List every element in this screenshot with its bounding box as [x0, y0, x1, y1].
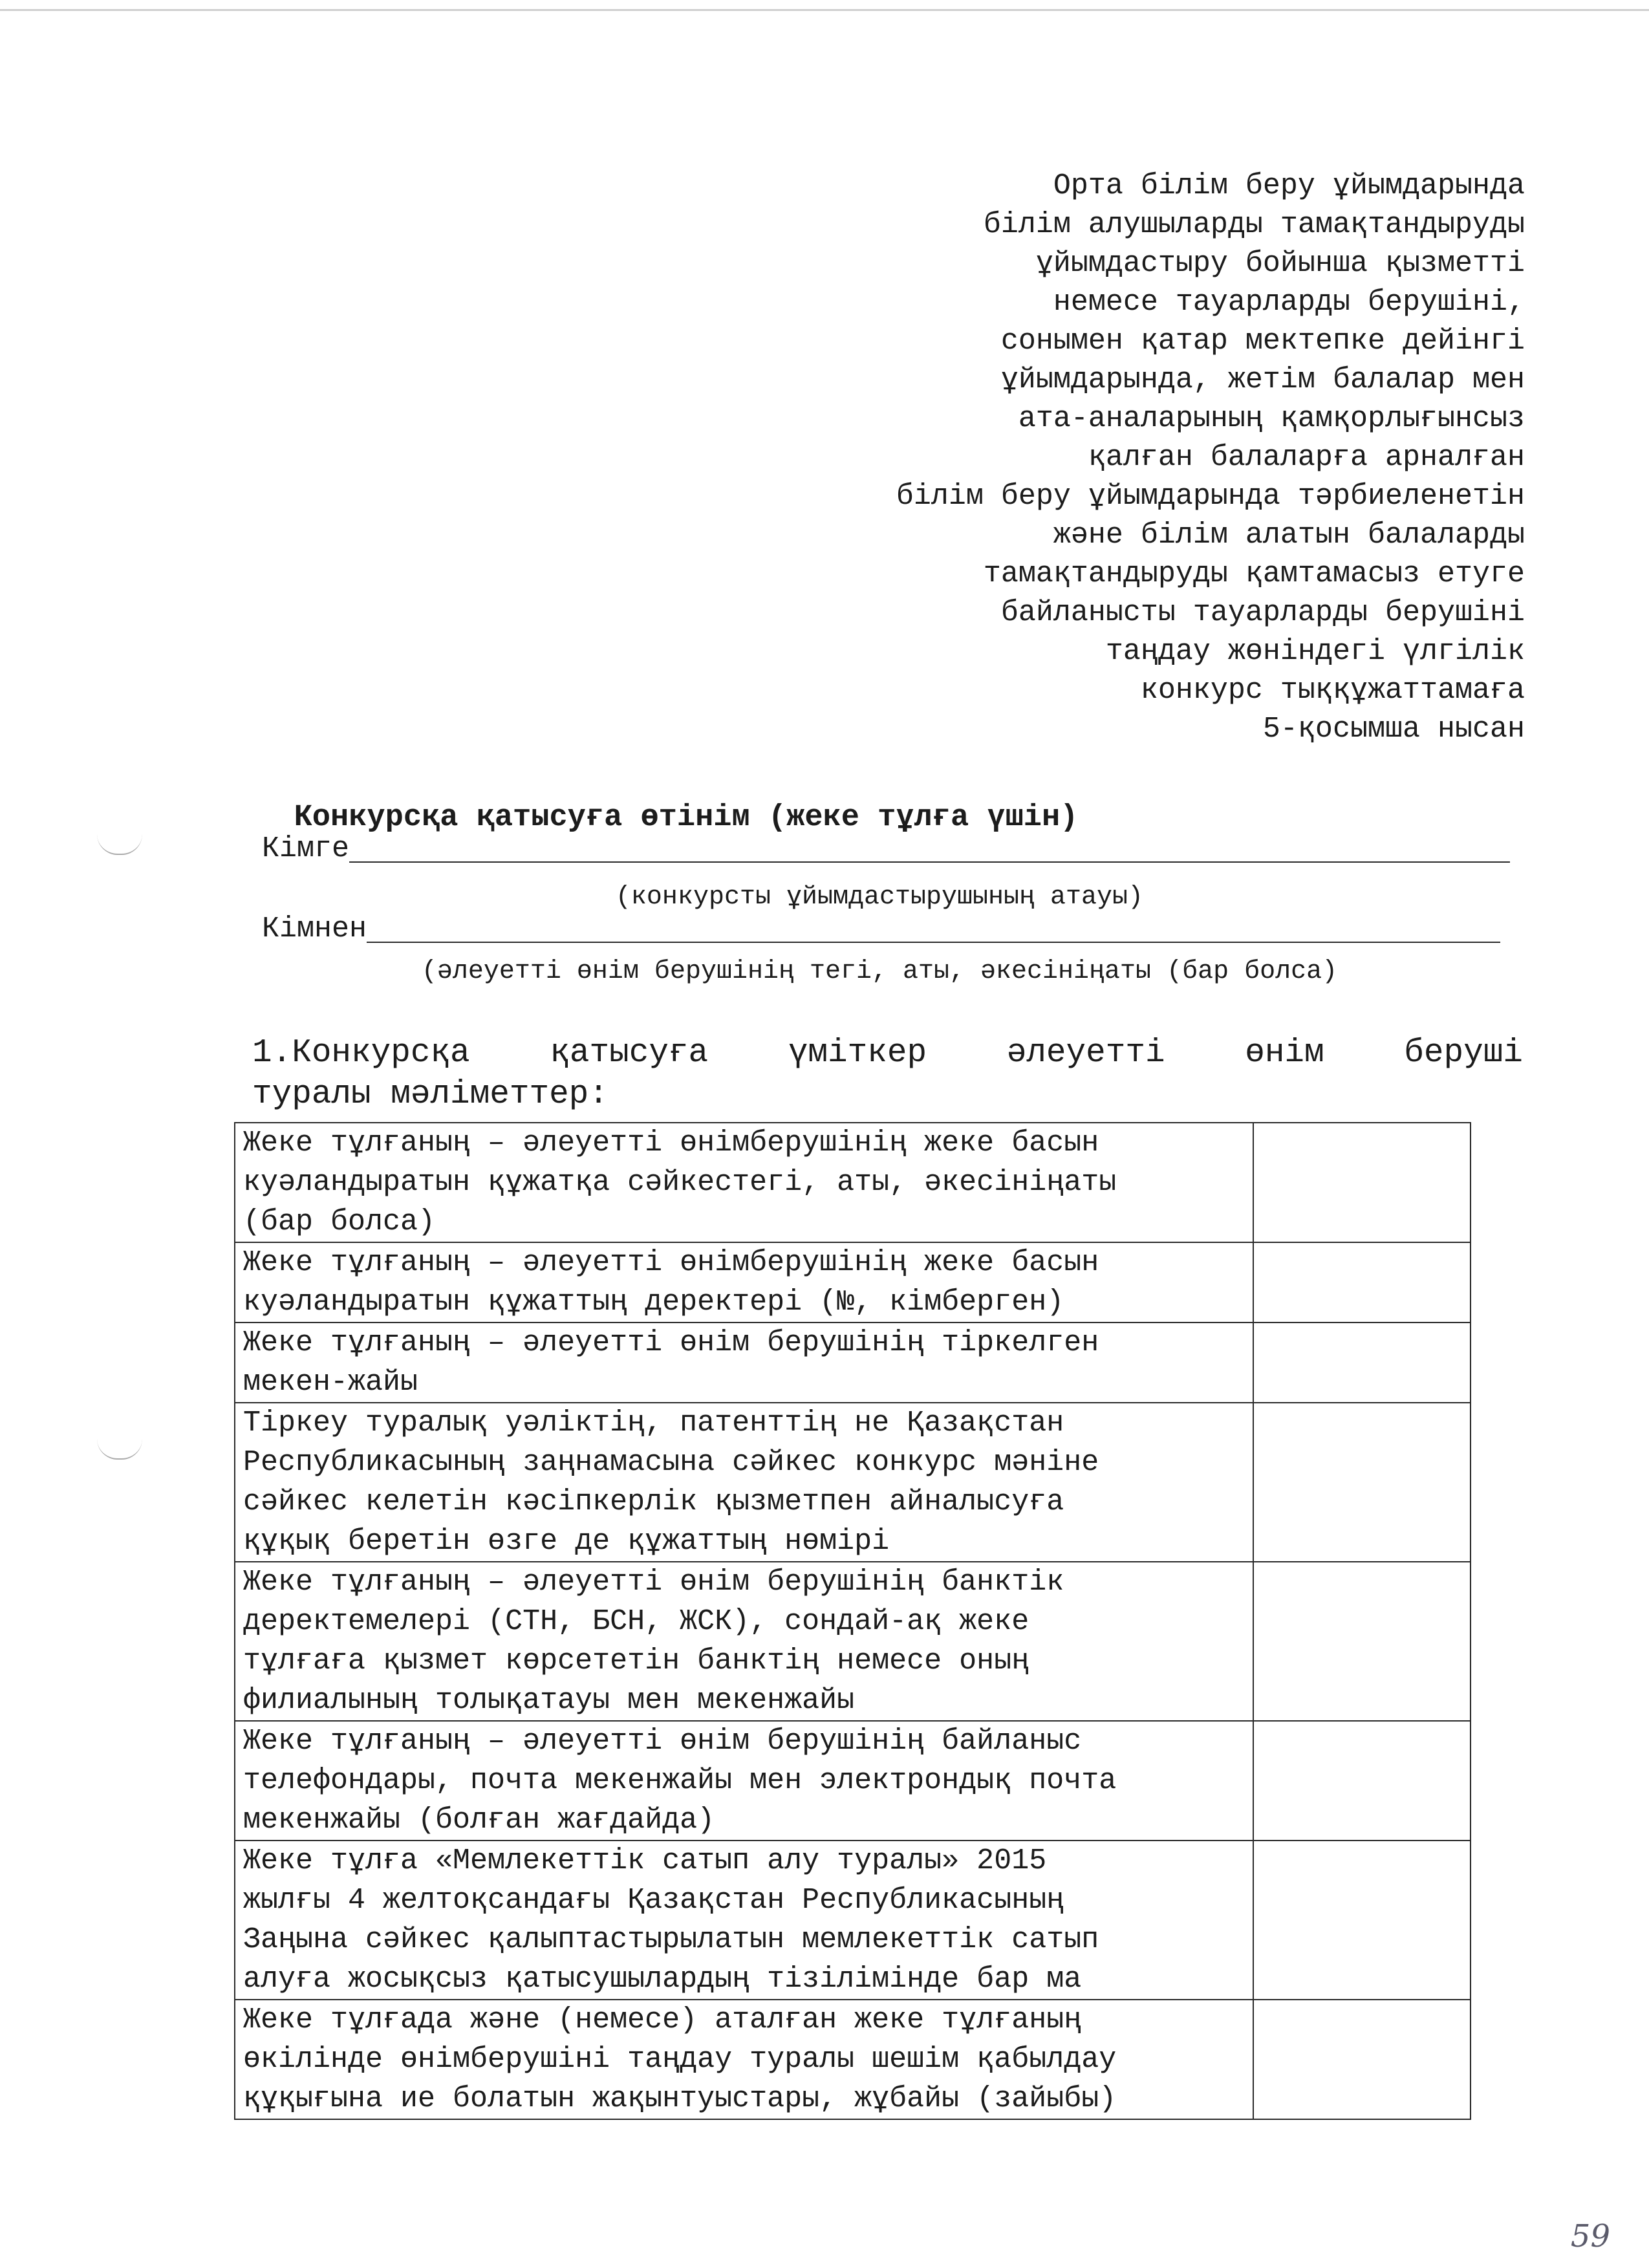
row-label-line: құқық беретін өзге де құжаттың нөмірі [243, 1525, 890, 1558]
section-title-word: өнім [1245, 1035, 1324, 1072]
row-label-line: филиалының толықатауы мен мекенжайы [243, 1684, 855, 1717]
section-title-word: қатысуға [550, 1035, 709, 1072]
row-label-line: (бар болса) [243, 1205, 436, 1238]
section-title-word: 1.Конкурсқа [252, 1035, 470, 1072]
annotation-line: тамақтандыруды қамтамасыз етуге [983, 557, 1525, 590]
row-label-line: куәландыратын құжаттың деректері (№, кімберген) [243, 1286, 1064, 1319]
annotation-line: Орта білім беру ұйымдарында [1053, 169, 1525, 202]
table-row [235, 1562, 1471, 1721]
row-label-line: Тіркеу туралық уәліктің, патенттің не Қазақстан [243, 1407, 1064, 1440]
from-label: Кімнен [262, 913, 367, 945]
annotation-line: конкурс тыққұжаттамаға [1140, 674, 1525, 707]
row-label-cell [235, 1562, 1253, 1721]
row-label-line: өкілінде өнімберушіні таңдау туралы шешім қабылдау [243, 2043, 1117, 2076]
section-title-line-2: туралы мәліметтер: [252, 1076, 609, 1113]
to-label: Кімге [262, 832, 350, 865]
row-label-line: тұлғаға қызмет көрсететін банктің немесе оның [243, 1645, 1029, 1678]
row-value-cell[interactable] [1253, 1123, 1471, 1242]
row-label-cell [235, 1323, 1253, 1403]
table-row [235, 1403, 1471, 1562]
row-value-cell[interactable] [1253, 1562, 1471, 1721]
row-value-cell[interactable] [1253, 1403, 1471, 1562]
annotation-line: білім беру ұйымдарында тәрбиеленетін [896, 480, 1525, 513]
row-label-line: Жеке тұлға «Мемлекеттік сатып алу туралы» 2015 [243, 1844, 1047, 1877]
section-title-word: беруші [1404, 1035, 1523, 1072]
from-field [262, 912, 1500, 947]
row-label-line: сәйкес келетін кәсіпкерлік қызметпен айналысуға [243, 1485, 1064, 1518]
row-value-cell[interactable] [1253, 1841, 1471, 2000]
annotation-line: сонымен қатар мектепке дейінгі [1000, 325, 1525, 358]
annotation-line: немесе тауарларды берушіні, [1053, 286, 1525, 319]
to-caption: (конкурсты ұйымдастырушының атауы) [615, 883, 1144, 912]
row-label-line: алуға жосықсыз қатысушылардың тізілімінде бар ма [243, 1963, 1082, 1996]
row-label-line: куәландыратын құжатқа сәйкестегі, аты, әкесініңаты [243, 1166, 1117, 1199]
annotation-line: байланысты тауарларды берушіні [1000, 596, 1525, 629]
table-row [235, 1323, 1471, 1403]
row-label-line: мекен-жайы [243, 1366, 418, 1399]
table-row [235, 2000, 1471, 2119]
annotation-line: 5-қосымша нысан [1262, 713, 1525, 746]
annex-annotation [620, 167, 1525, 749]
row-label-cell [235, 1403, 1253, 1562]
to-field [262, 832, 1510, 867]
row-label-line: жылғы 4 желтоқсандағы Қазақстан Республикасының [243, 1884, 1064, 1917]
annotation-line: ұйымдарында, жетім балалар мен [1000, 363, 1525, 396]
row-label-cell [235, 1721, 1253, 1841]
row-label-cell [235, 1123, 1253, 1242]
table-row [235, 1242, 1471, 1323]
row-label-line: телефондары, почта мекенжайы мен электрондық почта [243, 1764, 1117, 1797]
document-title: Конкурсқа қатысуға өтінім (жеке тұлға үшін) [294, 801, 1079, 835]
page-number: 59 [1570, 2218, 1610, 2254]
table-row [235, 1123, 1471, 1242]
row-label-line: Жеке тұлғаның – әлеуетті өнім берушінің банктік [243, 1566, 1064, 1599]
to-blank-line[interactable] [349, 861, 1510, 863]
section-title-word: үміткер [788, 1035, 927, 1072]
row-label-cell [235, 1841, 1253, 2000]
row-label-line: Заңына сәйкес қалыптастырылатын мемлекеттік сатып [243, 1923, 1099, 1956]
row-value-cell[interactable] [1253, 2000, 1471, 2119]
table-row [235, 1721, 1471, 1841]
row-value-cell[interactable] [1253, 1242, 1471, 1323]
table-row [235, 1841, 1471, 2000]
row-label-line: деректемелері (СТН, БСН, ЖСК), сондай-ақ жеке [243, 1605, 1029, 1638]
annotation-line: білім алушыларды тамақтандыруды [983, 208, 1525, 241]
from-caption: (әлеуетті өнім берушінің тегі, аты, әкесініңаты (бар болса) [421, 957, 1338, 986]
row-label-cell [235, 1242, 1253, 1323]
applicant-info-table [234, 1122, 1471, 2120]
from-blank-line[interactable] [367, 942, 1500, 943]
row-label-line: мекенжайы (болған жағдайда) [243, 1804, 715, 1837]
row-value-cell[interactable] [1253, 1721, 1471, 1841]
row-label-line: Жеке тұлғада және (немесе) аталған жеке тұлғаның [243, 2003, 1082, 2036]
row-label-line: Жеке тұлғаның – әлеуетті өнім берушінің байланыс [243, 1725, 1082, 1758]
row-label-line: құқығына ие болатын жақынтуыстары, жұбайы (зайыбы) [243, 2082, 1117, 2115]
annotation-line: және білім алатын балаларды [1053, 519, 1525, 552]
row-label-cell [235, 2000, 1253, 2119]
row-label-line: Жеке тұлғаның – әлеуетті өнімберушінің жеке басын [243, 1127, 1099, 1160]
row-value-cell[interactable] [1253, 1323, 1471, 1403]
row-label-line: Республикасының заңнамасына сәйкес конкурс мәніне [243, 1446, 1099, 1479]
annotation-line: ұйымдастыру бойынша қызметті [1035, 247, 1525, 280]
annotation-line: таңдау жөніндегі үлгілік [1105, 635, 1525, 668]
punch-hole-mark [97, 1439, 142, 1460]
section-title-word: әлеуетті [1006, 1035, 1165, 1072]
row-label-line: Жеке тұлғаның – әлеуетті өнімберушінің жеке басын [243, 1246, 1099, 1279]
annotation-line: қалған балаларға арналған [1088, 441, 1525, 474]
row-label-line: Жеке тұлғаның – әлеуетті өнім берушінің тіркелген [243, 1326, 1099, 1359]
section-1-title [252, 1033, 1523, 1116]
annotation-line: ата-аналарының қамқорлығынсыз [1018, 402, 1525, 435]
scan-top-edge [0, 9, 1649, 11]
